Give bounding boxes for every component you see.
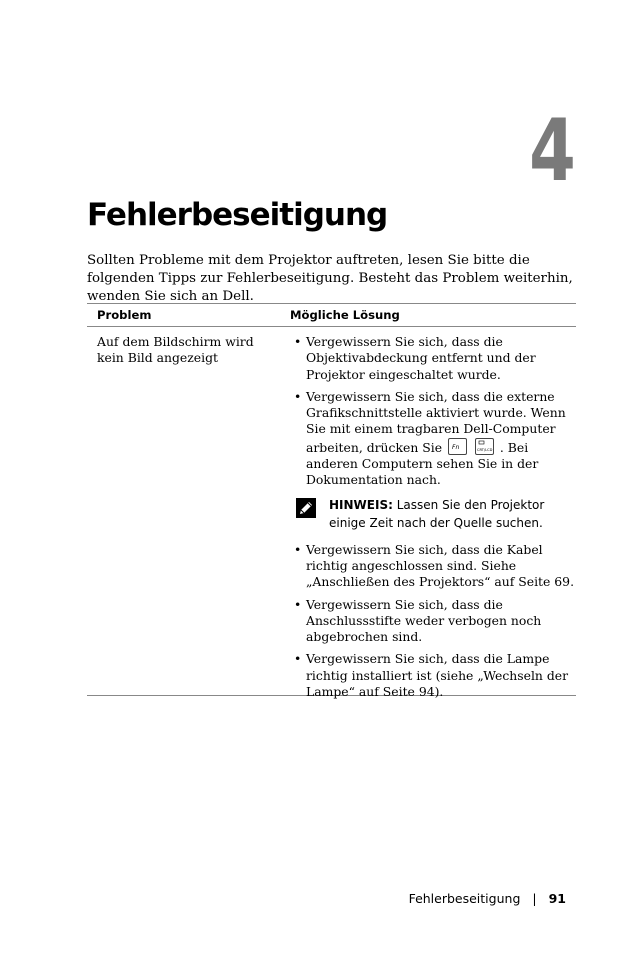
- footer-separator: |: [532, 891, 537, 906]
- bullet-icon: •: [294, 596, 302, 612]
- bullet-text: Vergewissern Sie sich, dass die Objektivabdeckung entfernt und der Projektor eingeschaltet wurde.: [306, 334, 536, 382]
- footer-section: Fehlerbeseitigung: [408, 891, 521, 906]
- bullet-text-tail: . Bei anderen Computern sehen Sie in der Dokumentation nach.: [306, 439, 539, 488]
- fn-key-label: Fn: [451, 443, 460, 451]
- pencil-note-icon: [296, 498, 316, 518]
- solution-cell: [290, 334, 576, 706]
- bullet-icon: •: [294, 388, 302, 404]
- chapter-number: 4: [529, 101, 576, 201]
- page-title: Fehlerbeseitigung: [87, 197, 388, 233]
- troubleshooting-table: [87, 303, 576, 700]
- list-item: [290, 651, 576, 700]
- table-header: [87, 304, 576, 327]
- header-solution: Mögliche Lösung: [290, 308, 400, 322]
- intro-paragraph: Sollten Probleme mit dem Projektor auftreten, lesen Sie bitte die folgenden Tipps zur Fehlerbeseitigung. Besteht das Problem weiterhin, wenden Sie sich an Dell.: [87, 253, 573, 304]
- page-footer: [409, 891, 566, 906]
- crt-lcd-key-label: CRT/LCD: [476, 447, 493, 452]
- bullet-icon: •: [294, 334, 302, 349]
- bullet-icon: •: [294, 541, 302, 557]
- problem-cell: Auf dem Bildschirm wird kein Bild angezeigt: [97, 334, 254, 365]
- fn-key-icon: [448, 438, 467, 455]
- table-row: [87, 327, 576, 700]
- list-item: [290, 389, 576, 489]
- crt-lcd-key-icon: [475, 438, 494, 455]
- bullet-icon: •: [294, 651, 302, 667]
- list-item: [290, 334, 576, 383]
- page-number: 91: [548, 891, 566, 906]
- bullet-text: Vergewissern Sie sich, dass die Anschlussstifte weder verbogen noch abgebrochen sind.: [306, 596, 542, 645]
- header-problem: Problem: [97, 308, 152, 322]
- bullet-text: Vergewissern Sie sich, dass die Lampe richtig installiert ist (siehe „Wechseln der Lampe“ auf Seite 94).: [306, 651, 569, 700]
- note-text: Lassen Sie den Projektor einige Zeit nach der Quelle suchen.: [329, 497, 545, 530]
- list-item: [290, 542, 576, 591]
- note-label: HINWEIS:: [329, 497, 393, 512]
- bullet-text: Vergewissern Sie sich, dass die Kabel richtig angeschlossen sind. Siehe „Anschließen des Projektors“ auf Seite 69.: [306, 541, 575, 590]
- list-item: [290, 597, 576, 646]
- note-box: [296, 496, 576, 532]
- bullet-text: Vergewissern Sie sich, dass die externe Grafikschnittstelle aktiviert wurde. Wenn Sie mit einem tragbaren Dell-Computer arbeiten, drücken Sie: [306, 388, 566, 455]
